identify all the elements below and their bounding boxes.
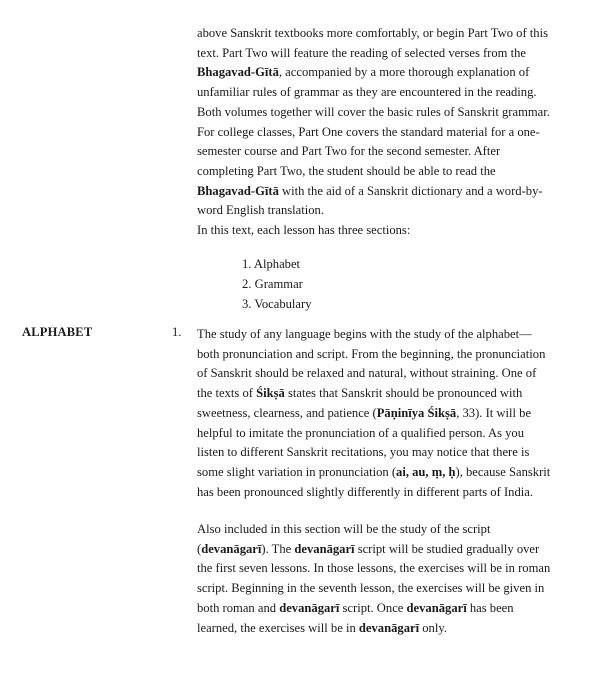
bold-term: devanāgarī: [201, 541, 262, 556]
bold-term: devanāgarī: [294, 541, 355, 556]
list-item: 2. Grammar: [242, 277, 303, 291]
bold-term: devanāgarī: [358, 620, 420, 635]
alphabet-paragraph-2: Also included in this section will be the study of the script (devanāgarī). The devanāgarī script will be studied gradually over the first seven lessons. In those lessons, the exercises will be in roman script. Beginning in the seventh lesson, the exercises will be given in both roman and devanāgarī script. Once devanāgarī has been learned, the exercises will be in devanāgarī only.: [197, 522, 551, 635]
section-heading: ALPHABET: [22, 325, 93, 339]
lessons-intro-text: In this text, each lesson has three sections:: [197, 223, 411, 237]
list-item: 3. Vocabulary: [242, 297, 312, 311]
bold-term: Bhagavad-Gītā: [197, 65, 279, 80]
list-item: 1. Alphabet: [242, 257, 301, 271]
bold-term: devanāgarī: [279, 600, 340, 615]
bold-term: devanāgarī: [406, 600, 467, 615]
sections-list: [242, 254, 312, 314]
bold-term: Śikṣā: [256, 386, 285, 401]
bold-term: Bhagavad-Gītā: [197, 183, 279, 198]
alphabet-paragraph-1: The study of any language begins with the study of the alphabet—both pronunciation and script. From the beginning, the pronunciation of Sanskrit should be relaxed and natural, without straining. One of the texts of Śikṣā states that Sanskrit should be pronounced with sweetness, clearness, and patience (Pāṇinīya Śikṣā, 33). It will be helpful to imitate the pronunciation of a qualified person. As you listen to different Sanskrit recitations, you may notice that there is some slight variation in pronunciation (ai, au, ṃ, ḥ), because Sanskrit has been pronounced slightly differently in different parts of India.: [197, 327, 551, 499]
bold-term: ai, au, ṃ, ḥ: [396, 464, 456, 479]
intro-paragraph: above Sanskrit textbooks more comfortably, or begin Part Two of this text. Part Two will feature the reading of selected verses from the Bhagavad-Gītā, accompanied by a more thorough explanation of unfamiliar rules of grammar as they are encountered in the reading. Both volumes together will cover the basic rules of Sanskrit grammar. For college classes, Part One covers the standard material for a one-semester course and Part Two for the second semester. After completing Part Two, the student should be able to read the Bhagavad-Gītā with the aid of a Sanskrit dictionary and a word-by-word English translation.: [197, 26, 550, 218]
bold-term: Pāṇinīya Śikṣā: [376, 405, 457, 420]
paragraph-number: 1.: [172, 325, 182, 339]
